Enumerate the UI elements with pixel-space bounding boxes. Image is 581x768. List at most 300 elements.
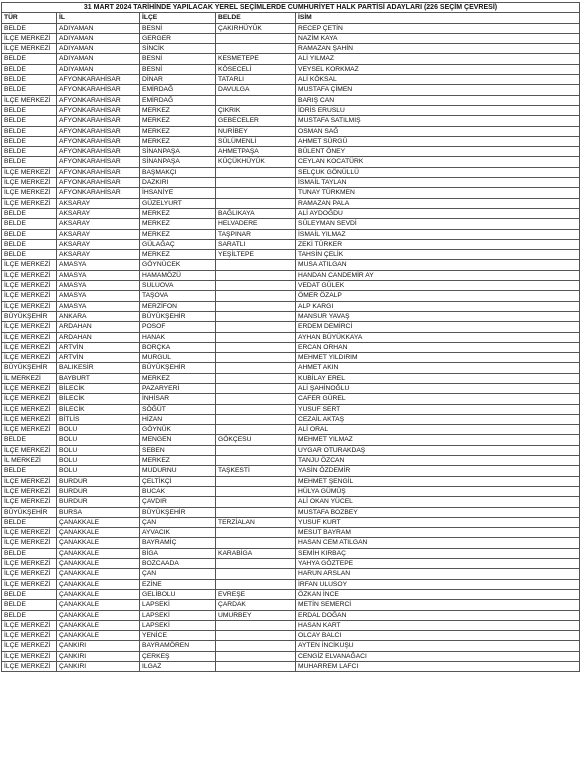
cell-il: BOLU — [57, 445, 140, 455]
cell-ilce: İHSANİYE — [140, 188, 216, 198]
cell-il: AMASYA — [57, 301, 140, 311]
cell-belde — [216, 641, 296, 651]
cell-isim: AHMET AKIN — [296, 363, 580, 373]
cell-tur: İLÇE MERKEZİ — [2, 662, 57, 672]
cell-isim: MANSUR YAVAŞ — [296, 311, 580, 321]
cell-tur: BELDE — [2, 548, 57, 558]
cell-belde — [216, 44, 296, 54]
cell-ilce: SULUOVA — [140, 281, 216, 291]
cell-belde — [216, 291, 296, 301]
cell-ilce: MERKEZ — [140, 250, 216, 260]
cell-belde: BAĞLIKAYA — [216, 208, 296, 218]
cell-tur: İLÇE MERKEZİ — [2, 404, 57, 414]
table-row — [2, 383, 580, 393]
cell-il: ADIYAMAN — [57, 23, 140, 33]
cell-belde — [216, 33, 296, 43]
cell-belde: TERZİALAN — [216, 517, 296, 527]
table-row — [2, 64, 580, 74]
cell-ilce: DAZKIRI — [140, 178, 216, 188]
cell-isim: ÖMER ÖZALP — [296, 291, 580, 301]
cell-ilce: EZİNE — [140, 579, 216, 589]
cell-belde: TATARLI — [216, 75, 296, 85]
cell-belde — [216, 353, 296, 363]
cell-belde: ÇARDAK — [216, 600, 296, 610]
title-row — [2, 3, 580, 13]
cell-il: ÇANAKKALE — [57, 579, 140, 589]
table-row — [2, 559, 580, 569]
cell-isim: YAHYA GÖZTEPE — [296, 559, 580, 569]
cell-tur: BELDE — [2, 105, 57, 115]
cell-ilce: BESNİ — [140, 64, 216, 74]
cell-tur: İLÇE MERKEZİ — [2, 33, 57, 43]
cell-isim: MUHARREM LAFCI — [296, 662, 580, 672]
cell-tur: İLÇE MERKEZİ — [2, 476, 57, 486]
cell-ilce: SİNANPAŞA — [140, 157, 216, 167]
cell-ilce: MERKEZ — [140, 116, 216, 126]
cell-isim: İDRİS ERUSLU — [296, 105, 580, 115]
cell-il: AFYONKARAHİSAR — [57, 75, 140, 85]
cell-ilce: MERKEZ — [140, 208, 216, 218]
cell-ilce: BESNİ — [140, 54, 216, 64]
table-row — [2, 250, 580, 260]
table-row — [2, 538, 580, 548]
cell-ilce: EMİRDAĞ — [140, 95, 216, 105]
cell-isim: CEZAİL AKTAŞ — [296, 414, 580, 424]
cell-ilce: MENGEN — [140, 435, 216, 445]
cell-belde — [216, 579, 296, 589]
cell-isim: AYHAN BÜYÜKKAYA — [296, 332, 580, 342]
cell-tur: İLÇE MERKEZİ — [2, 198, 57, 208]
cell-il: BİLECİK — [57, 394, 140, 404]
cell-il: BİLECİK — [57, 404, 140, 414]
cell-isim: VEYSEL KORKMAZ — [296, 64, 580, 74]
cell-tur: BELDE — [2, 54, 57, 64]
header-row — [2, 13, 580, 23]
cell-il: BİLECİK — [57, 383, 140, 393]
cell-il: BALIKESİR — [57, 363, 140, 373]
cell-tur: İLÇE MERKEZİ — [2, 445, 57, 455]
cell-ilce: MERKEZ — [140, 105, 216, 115]
cell-tur: BÜYÜKŞEHİR — [2, 507, 57, 517]
cell-belde — [216, 383, 296, 393]
cell-belde: EVREŞE — [216, 589, 296, 599]
cell-tur: BELDE — [2, 64, 57, 74]
cell-ilce: HAMAMÖZÜ — [140, 270, 216, 280]
cell-ilce: AYVACIK — [140, 528, 216, 538]
cell-isim: AYTEN İNCİKUŞU — [296, 641, 580, 651]
cell-isim: ÖZKAN İNCE — [296, 589, 580, 599]
cell-belde — [216, 363, 296, 373]
cell-isim: CEYLAN KOCATÜRK — [296, 157, 580, 167]
cell-belde: NURİBEY — [216, 126, 296, 136]
cell-tur: İLÇE MERKEZİ — [2, 353, 57, 363]
cell-isim: MUSA ATILGAN — [296, 260, 580, 270]
cell-isim: ERDAL DOĞAN — [296, 610, 580, 620]
cell-tur: İLÇE MERKEZİ — [2, 569, 57, 579]
table-row — [2, 569, 580, 579]
table-row — [2, 425, 580, 435]
cell-isim: VEDAT GÜLEK — [296, 281, 580, 291]
cell-il: ANKARA — [57, 311, 140, 321]
cell-il: AFYONKARAHİSAR — [57, 85, 140, 95]
header-isim: İSİM — [296, 13, 580, 23]
cell-ilce: BOZCAADA — [140, 559, 216, 569]
cell-il: BURSA — [57, 507, 140, 517]
cell-tur: BELDE — [2, 239, 57, 249]
cell-il: ÇANAKKALE — [57, 620, 140, 630]
cell-ilce: MERKEZ — [140, 229, 216, 239]
table-row — [2, 445, 580, 455]
table-row — [2, 507, 580, 517]
cell-il: ADIYAMAN — [57, 54, 140, 64]
table-row — [2, 631, 580, 641]
cell-il: AMASYA — [57, 281, 140, 291]
cell-ilce: ÇELTİKÇİ — [140, 476, 216, 486]
cell-belde — [216, 507, 296, 517]
cell-tur: İLÇE MERKEZİ — [2, 394, 57, 404]
cell-tur: İLÇE MERKEZİ — [2, 260, 57, 270]
cell-tur: BELDE — [2, 466, 57, 476]
cell-belde: KESMETEPE — [216, 54, 296, 64]
table-row — [2, 33, 580, 43]
cell-isim: METİN SEMERCİ — [296, 600, 580, 610]
cell-ilce: BAYRAMÖREN — [140, 641, 216, 651]
cell-isim: YASİN ÖZDEMİR — [296, 466, 580, 476]
cell-tur: İLÇE MERKEZİ — [2, 579, 57, 589]
cell-isim: MUSTAFA ÇİMEN — [296, 85, 580, 95]
cell-belde: TAŞPINAR — [216, 229, 296, 239]
cell-ilce: YENİCE — [140, 631, 216, 641]
cell-isim: ALİ YILMAZ — [296, 54, 580, 64]
cell-il: AMASYA — [57, 270, 140, 280]
cell-il: ÇANAKKALE — [57, 528, 140, 538]
table-row — [2, 54, 580, 64]
cell-belde — [216, 332, 296, 342]
cell-tur: İLÇE MERKEZİ — [2, 651, 57, 661]
cell-ilce: LAPSEKİ — [140, 620, 216, 630]
cell-il: BURDUR — [57, 486, 140, 496]
cell-tur: İLÇE MERKEZİ — [2, 322, 57, 332]
cell-il: AMASYA — [57, 260, 140, 270]
cell-isim: ALİ OKAN YÜCEL — [296, 497, 580, 507]
cell-tur: BELDE — [2, 147, 57, 157]
cell-tur: BELDE — [2, 229, 57, 239]
cell-isim: SEMİH KIRBAÇ — [296, 548, 580, 558]
cell-belde — [216, 456, 296, 466]
cell-isim: HÜLYA GÜMÜŞ — [296, 486, 580, 496]
cell-tur: İLÇE MERKEZİ — [2, 188, 57, 198]
cell-ilce: BAŞMAKÇI — [140, 167, 216, 177]
cell-tur: İLÇE MERKEZİ — [2, 301, 57, 311]
table-row — [2, 600, 580, 610]
table-row — [2, 219, 580, 229]
cell-ilce: BORÇKA — [140, 342, 216, 352]
cell-belde — [216, 188, 296, 198]
cell-tur: İLÇE MERKEZİ — [2, 270, 57, 280]
cell-belde: KÖSECELİ — [216, 64, 296, 74]
cell-belde — [216, 497, 296, 507]
cell-tur: İLÇE MERKEZİ — [2, 414, 57, 424]
cell-ilce: BÜYÜKŞEHİR — [140, 311, 216, 321]
cell-il: AFYONKARAHİSAR — [57, 126, 140, 136]
cell-il: AFYONKARAHİSAR — [57, 147, 140, 157]
cell-tur: BELDE — [2, 589, 57, 599]
cell-belde — [216, 662, 296, 672]
cell-isim: HASAN CEM ATILGAN — [296, 538, 580, 548]
cell-tur: BÜYÜKŞEHİR — [2, 311, 57, 321]
cell-il: ÇANKIRI — [57, 662, 140, 672]
cell-il: AFYONKARAHİSAR — [57, 167, 140, 177]
cell-ilce: BAYRAMİÇ — [140, 538, 216, 548]
cell-belde — [216, 178, 296, 188]
cell-ilce: BİGA — [140, 548, 216, 558]
cell-isim: ALP KARGI — [296, 301, 580, 311]
header-il: İL — [57, 13, 140, 23]
cell-ilce: GERGER — [140, 33, 216, 43]
cell-isim: OSMAN SAĞ — [296, 126, 580, 136]
cell-belde — [216, 394, 296, 404]
table-row — [2, 167, 580, 177]
cell-isim: SÜLEYMAN SEVDİ — [296, 219, 580, 229]
table-row — [2, 332, 580, 342]
cell-belde — [216, 414, 296, 424]
cell-il: BOLU — [57, 425, 140, 435]
cell-il: ÇANKIRI — [57, 641, 140, 651]
cell-il: ADIYAMAN — [57, 33, 140, 43]
cell-tur: İLÇE MERKEZİ — [2, 332, 57, 342]
cell-isim: İSMAİL TAYLAN — [296, 178, 580, 188]
cell-tur: İLÇE MERKEZİ — [2, 559, 57, 569]
cell-isim: RAMAZAN PALA — [296, 198, 580, 208]
cell-il: ÇANAKKALE — [57, 569, 140, 579]
cell-ilce: GÖYNÜCEK — [140, 260, 216, 270]
cell-il: ARDAHAN — [57, 322, 140, 332]
header-ilce: İLÇE — [140, 13, 216, 23]
cell-isim: İRFAN ULUSOY — [296, 579, 580, 589]
cell-il: BOLU — [57, 435, 140, 445]
cell-isim: MEHMET YILMAZ — [296, 435, 580, 445]
cell-ilce: PAZARYERİ — [140, 383, 216, 393]
cell-tur: BÜYÜKŞEHİR — [2, 363, 57, 373]
table-row — [2, 497, 580, 507]
cell-ilce: LAPSEKİ — [140, 610, 216, 620]
cell-il: ÇANAKKALE — [57, 548, 140, 558]
cell-ilce: GÜZELYURT — [140, 198, 216, 208]
table-row — [2, 620, 580, 630]
cell-belde — [216, 281, 296, 291]
cell-il: BURDUR — [57, 497, 140, 507]
cell-isim: ALİ AYDOĞDU — [296, 208, 580, 218]
cell-belde — [216, 445, 296, 455]
cell-belde — [216, 322, 296, 332]
cell-tur: İLÇE MERKEZİ — [2, 538, 57, 548]
cell-tur: BELDE — [2, 517, 57, 527]
table-row — [2, 208, 580, 218]
cell-tur: BELDE — [2, 208, 57, 218]
cell-tur: İLÇE MERKEZİ — [2, 383, 57, 393]
cell-belde — [216, 270, 296, 280]
cell-isim: OLCAY BALCI — [296, 631, 580, 641]
table-row — [2, 85, 580, 95]
cell-il: ÇANAKKALE — [57, 600, 140, 610]
cell-belde: UMURBEY — [216, 610, 296, 620]
table-row — [2, 95, 580, 105]
cell-tur: İLÇE MERKEZİ — [2, 167, 57, 177]
table-row — [2, 579, 580, 589]
cell-belde: KARABİGA — [216, 548, 296, 558]
table-row — [2, 486, 580, 496]
table-row — [2, 589, 580, 599]
cell-ilce: POSOF — [140, 322, 216, 332]
cell-isim: MEHMET YILDIRIM — [296, 353, 580, 363]
cell-ilce: MURGUL — [140, 353, 216, 363]
cell-ilce: SÖĞÜT — [140, 404, 216, 414]
cell-isim: ALİ KÖKSAL — [296, 75, 580, 85]
cell-isim: RAMAZAN ŞAHİN — [296, 44, 580, 54]
cell-isim: ALİ ŞAHİNOĞLU — [296, 383, 580, 393]
cell-ilce: ÇAN — [140, 569, 216, 579]
cell-tur: İL MERKEZİ — [2, 456, 57, 466]
table-row — [2, 435, 580, 445]
table-row — [2, 548, 580, 558]
cell-tur: BELDE — [2, 116, 57, 126]
table-row — [2, 353, 580, 363]
cell-belde — [216, 476, 296, 486]
cell-il: AKSARAY — [57, 250, 140, 260]
cell-belde — [216, 569, 296, 579]
candidate-list-document — [0, 2, 581, 672]
table-row — [2, 126, 580, 136]
candidates-table — [1, 2, 580, 672]
cell-tur: İLÇE MERKEZİ — [2, 497, 57, 507]
table-row — [2, 147, 580, 157]
cell-ilce: HANAK — [140, 332, 216, 342]
cell-il: BOLU — [57, 466, 140, 476]
cell-belde: SÜLÜMENLİ — [216, 136, 296, 146]
cell-belde: DAVULGA — [216, 85, 296, 95]
cell-belde — [216, 167, 296, 177]
cell-belde — [216, 95, 296, 105]
cell-il: ÇANAKKALE — [57, 589, 140, 599]
cell-tur: İLÇE MERKEZİ — [2, 281, 57, 291]
cell-ilce: GÜLAĞAÇ — [140, 239, 216, 249]
cell-belde: YEŞİLTEPE — [216, 250, 296, 260]
table-row — [2, 260, 580, 270]
cell-il: AKSARAY — [57, 229, 140, 239]
cell-tur: BELDE — [2, 85, 57, 95]
cell-belde: TAŞKESTİ — [216, 466, 296, 476]
table-row — [2, 188, 580, 198]
cell-il: ADIYAMAN — [57, 64, 140, 74]
cell-belde: HELVADERE — [216, 219, 296, 229]
cell-tur: BELDE — [2, 157, 57, 167]
cell-il: AKSARAY — [57, 198, 140, 208]
cell-isim: KUBİLAY EREL — [296, 373, 580, 383]
cell-ilce: HİZAN — [140, 414, 216, 424]
table-row — [2, 373, 580, 383]
cell-tur: İLÇE MERKEZİ — [2, 178, 57, 188]
cell-belde — [216, 486, 296, 496]
cell-isim: CENGİZ ELVANAĞACI — [296, 651, 580, 661]
table-row — [2, 641, 580, 651]
cell-il: AKSARAY — [57, 239, 140, 249]
cell-isim: HASAN KART — [296, 620, 580, 630]
cell-il: ÇANAKKALE — [57, 559, 140, 569]
table-row — [2, 528, 580, 538]
cell-isim: TUNAY TÜRKMEN — [296, 188, 580, 198]
cell-tur: BELDE — [2, 75, 57, 85]
cell-ilce: DİNAR — [140, 75, 216, 85]
cell-ilce: ÇERKEŞ — [140, 651, 216, 661]
table-row — [2, 44, 580, 54]
cell-il: ÇANAKKALE — [57, 610, 140, 620]
table-row — [2, 291, 580, 301]
cell-isim: HARUN ARSLAN — [296, 569, 580, 579]
cell-ilce: SİNCİK — [140, 44, 216, 54]
cell-tur: İLÇE MERKEZİ — [2, 44, 57, 54]
table-row — [2, 157, 580, 167]
cell-ilce: GELİBOLU — [140, 589, 216, 599]
cell-ilce: LAPSEKİ — [140, 600, 216, 610]
table-row — [2, 301, 580, 311]
table-row — [2, 229, 580, 239]
cell-isim: MUSTAFA BOZBEY — [296, 507, 580, 517]
cell-belde: ÇIKRIK — [216, 105, 296, 115]
cell-ilce: BESNİ — [140, 23, 216, 33]
table-row — [2, 23, 580, 33]
cell-tur: İLÇE MERKEZİ — [2, 528, 57, 538]
cell-ilce: BÜYÜKŞEHİR — [140, 363, 216, 373]
table-row — [2, 466, 580, 476]
cell-il: AMASYA — [57, 291, 140, 301]
cell-belde — [216, 559, 296, 569]
cell-isim: YUSUF SERT — [296, 404, 580, 414]
cell-tur: BELDE — [2, 23, 57, 33]
cell-il: AKSARAY — [57, 208, 140, 218]
cell-ilce: GÖYNÜK — [140, 425, 216, 435]
cell-isim: AHMET SÜRGÜ — [296, 136, 580, 146]
cell-belde — [216, 373, 296, 383]
cell-belde: ÇAKIRHÜYÜK — [216, 23, 296, 33]
cell-isim: SELÇUK GÖNÜLLÜ — [296, 167, 580, 177]
table-row — [2, 517, 580, 527]
cell-isim: İSMAİL YILMAZ — [296, 229, 580, 239]
cell-belde — [216, 631, 296, 641]
cell-il: AFYONKARAHİSAR — [57, 105, 140, 115]
table-row — [2, 456, 580, 466]
cell-ilce: SEBEN — [140, 445, 216, 455]
cell-tur: BELDE — [2, 126, 57, 136]
table-row — [2, 414, 580, 424]
cell-ilce: ÇAN — [140, 517, 216, 527]
cell-tur: BELDE — [2, 435, 57, 445]
cell-isim: BARIŞ CAN — [296, 95, 580, 105]
cell-il: AFYONKARAHİSAR — [57, 157, 140, 167]
cell-ilce: TAŞOVA — [140, 291, 216, 301]
cell-ilce: MERKEZ — [140, 456, 216, 466]
cell-isim: MUSTAFA SATILMIŞ — [296, 116, 580, 126]
cell-tur: İLÇE MERKEZİ — [2, 631, 57, 641]
cell-il: AKSARAY — [57, 219, 140, 229]
cell-il: AFYONKARAHİSAR — [57, 116, 140, 126]
cell-belde — [216, 301, 296, 311]
table-title: 31 MART 2024 TARİHİNDE YAPILACAK YEREL SEÇİMLERDE CUMHURİYET HALK PARTİSİ ADAYLARI (226 SEÇİM ÇEVRESİ) — [2, 3, 580, 13]
table-row — [2, 610, 580, 620]
cell-isim: ALİ ORAL — [296, 425, 580, 435]
cell-il: BURDUR — [57, 476, 140, 486]
cell-ilce: MERKEZ — [140, 219, 216, 229]
cell-belde — [216, 198, 296, 208]
